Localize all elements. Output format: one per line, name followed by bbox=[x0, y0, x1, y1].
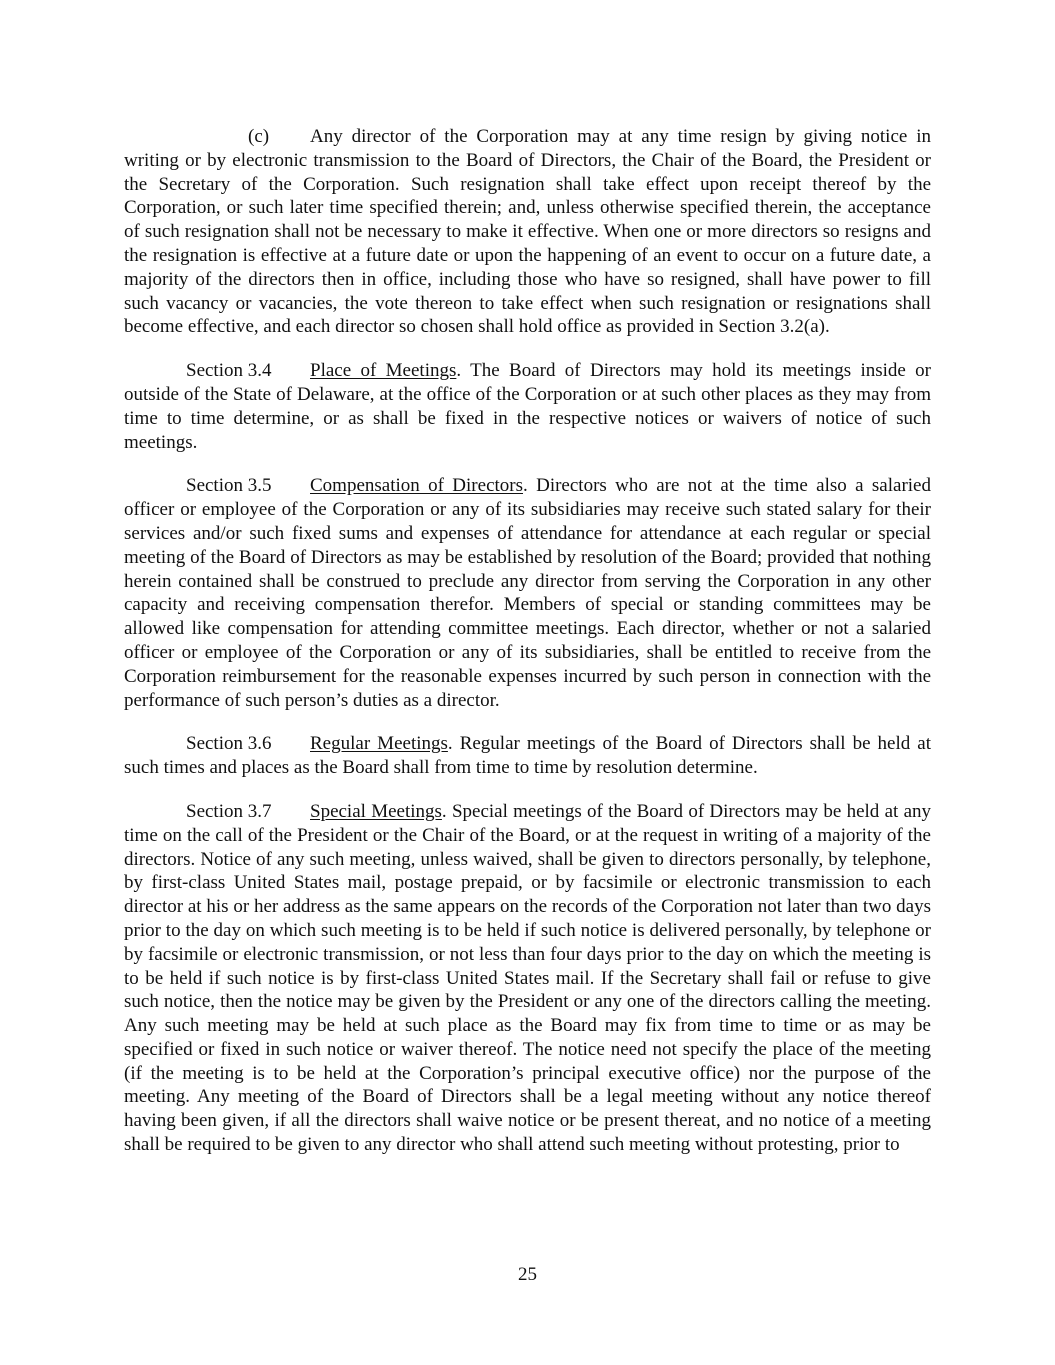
section-3-5 bbox=[124, 474, 931, 712]
section-number: Section 3.4 bbox=[186, 360, 272, 382]
section-heading: Regular Meetings bbox=[310, 733, 448, 755]
section-3-6 bbox=[124, 732, 931, 780]
section-heading: Place of Meetings bbox=[310, 360, 457, 382]
section-body: . Directors who are not at the time also a salaried officer or employee of the Corporation or any of its subsidiaries may receive such stated salary for their services and/or such fixed sums and expenses of attendance for attendance at each regular or special meeting of the Board of Directors as may be established by resolution of the Board; provided that nothing herein contained shall be construed to preclude any director from serving the Corporation in any other capacity and receiving compensation therefor. Members of special or standing committees may be allowed like compensation for attending committee meetings. Each director, whether or not a salaried officer or employee of the Corporation or any of its subsidiaries, shall be entitled to receive from the Corporation reimbursement for the reasonable expenses incurred by such person in connection with the performance of such person’s duties as a director. bbox=[124, 475, 931, 711]
section-number: Section 3.7 bbox=[186, 800, 272, 822]
section-heading: Special Meetings bbox=[310, 800, 442, 822]
paragraph-body: Any director of the Corporation may at any time resign by giving notice in writing or by electronic transmission to the Board of Directors, the Chair of the Board, the President or the Secretary of the Corporation. Such resignation shall take effect upon receipt thereof by the Corporation, or such later time specified therein; and, unless otherwise specified therein, the acceptance of such resignation shall not be necessary to make it effective. When one or more directors so resigns and the resignation is effective at a future date or upon the happening of an event to occur on a future date, a majority of the directors then in office, including those who have so resigned, shall have power to fill such vacancy or vacancies, the vote thereon to take effect when such resignation or resignations shall become effective, and each director so chosen shall hold office as provided in Section 3.2(a). bbox=[124, 126, 931, 338]
section-3-4 bbox=[124, 359, 931, 454]
document-body bbox=[124, 125, 931, 1177]
paragraph-3-3c bbox=[124, 125, 931, 339]
page-number: 25 bbox=[518, 1264, 537, 1285]
paragraph-label: (c) bbox=[248, 126, 270, 147]
section-body: . The Board of Directors may hold its meetings inside or outside of the State of Delaware, at the office of the Corporation or at such other places as they may from time to time determine, or as shall be fixed in the respective notices or waivers of notice of such meetings. bbox=[124, 360, 932, 453]
section-number: Section 3.5 bbox=[186, 475, 272, 497]
section-3-7 bbox=[124, 800, 931, 1157]
section-heading: Compensation of Directors bbox=[310, 475, 523, 497]
section-body: . Special meetings of the Board of Directors may be held at any time on the call of the President or the Chair of the Board, or at the request in writing of a majority of the directors. Notice of any such meeting, unless waived, shall be given to directors personally, by telephone, by first-class United States mail, postage prepaid, or by facsimile or electronic transmission to each director at his or her address as the same appears on the records of the Corporation not later than two days prior to the day on which such meeting is to be held if such notice is delivered personally, by telephone or by facsimile or electronic transmission, or not less than four days prior to the day on which the meeting is to be held if such notice is by first-class United States mail. If the Secretary shall fail or refuse to give such notice, then the notice may be given by the President or any one of the directors calling the meeting. Any such meeting may be held at such place as the Board may fix from time to time or as may be specified or fixed in such notice or waiver thereof. The notice need not specify the place of the meeting (if the meeting is to be held at the Corporation’s principal executive office) nor the purpose of the meeting. Any meeting of the Board of Directors shall be a legal meeting without any notice thereof having been given, if all the directors shall waive notice or be present thereat, and no notice of a meeting shall be required to be given to any director who shall attend such meeting without protesting, prior to bbox=[124, 800, 932, 1156]
section-body: . Regular meetings of the Board of Directors shall be held at such times and places as the Board shall from time to time by resolution determine. bbox=[124, 733, 932, 779]
section-number: Section 3.6 bbox=[186, 733, 272, 755]
